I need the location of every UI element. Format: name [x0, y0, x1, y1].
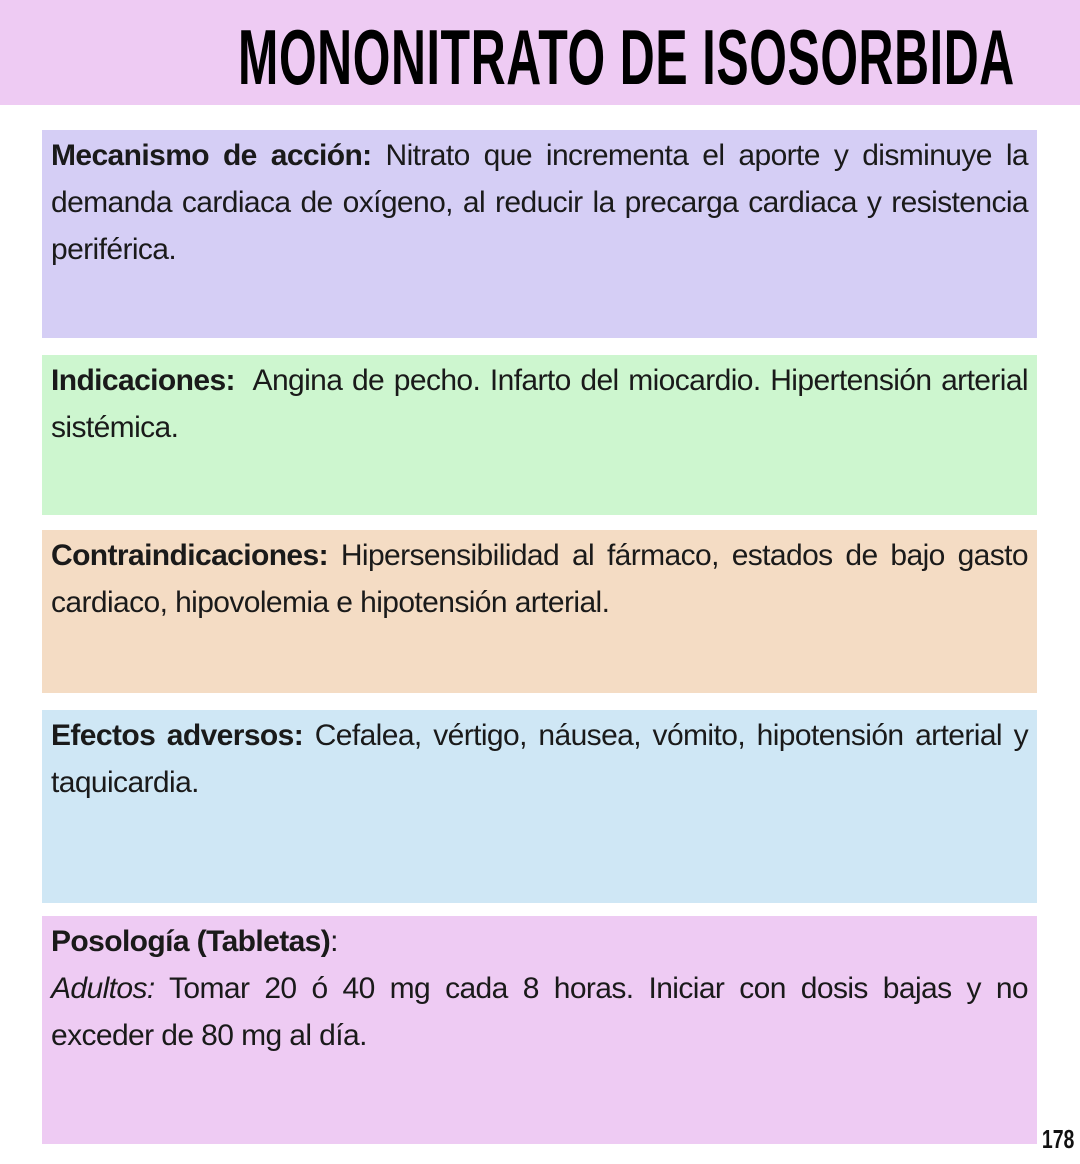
contraindications-text: Hipersensibilidad al fármaco, estados de bajo gasto cardiaco, hipovolemia e hipotensión arterial. — [51, 539, 1028, 619]
contraindications-section — [42, 530, 1037, 693]
adverse-effects-label: Efectos adversos: — [51, 719, 304, 752]
adverse-effects-paragraph — [51, 712, 1028, 806]
indications-section — [42, 355, 1037, 515]
adverse-effects-text: Cefalea, vértigo, náusea, vómito, hipotensión arterial y taquicardia. — [51, 719, 1028, 799]
indications-label: Indicaciones: — [51, 364, 235, 397]
dosage-paragraph — [51, 965, 1028, 1059]
adults-label: Adultos: — [51, 972, 155, 1005]
dosage-colon: : — [330, 925, 338, 958]
mechanism-label: Mecanismo de acción: — [51, 139, 372, 172]
mechanism-paragraph — [51, 132, 1028, 273]
title-banner — [0, 0, 1080, 105]
contraindications-paragraph — [51, 532, 1028, 626]
indications-text: Angina de pecho. Infarto del miocardio. Hipertensión arterial sistémica. — [51, 364, 1036, 444]
dosage-text: Tomar 20 ó 40 mg cada 8 horas. Iniciar con dosis bajas y no exceder de 80 mg al día. — [51, 972, 1028, 1052]
dosage-heading — [51, 918, 1028, 965]
page-title — [0, 12, 1080, 102]
mechanism-text: Nitrato que incrementa el aporte y disminuye la demanda cardiaca de oxígeno, al reducir la precarga cardiaca y resistencia periférica. — [51, 139, 1028, 266]
dosage-label: Posología (Tabletas) — [51, 925, 331, 958]
dosage-section — [42, 916, 1037, 1144]
adverse-effects-section — [42, 710, 1037, 903]
page-number: 178 — [1041, 1124, 1074, 1154]
mechanism-section — [42, 130, 1037, 338]
indications-paragraph — [51, 357, 1036, 451]
page-title-text: MONONITRATO DE ISOSORBIDA — [238, 13, 1015, 101]
contraindications-label: Contraindicaciones: — [51, 539, 328, 572]
